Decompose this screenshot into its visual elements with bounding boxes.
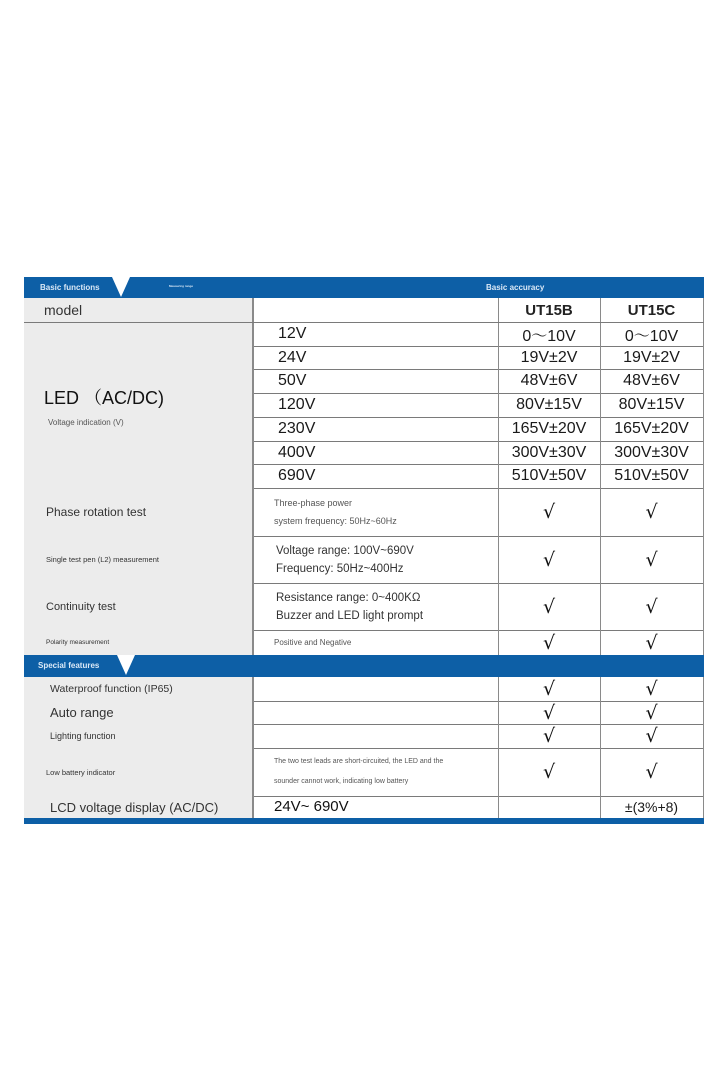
row-label-cell <box>24 583 254 630</box>
model-ut15b <box>498 298 600 322</box>
special-features-banner <box>24 655 704 677</box>
row-label: LCD voltage display (AC/DC) <box>50 799 219 815</box>
ut15c-check-icon: √ <box>645 761 658 783</box>
led-ut15b-value: 0～10V <box>522 327 576 345</box>
ut15c-check-icon: √ <box>645 678 658 700</box>
row-label: Polarity measurement <box>46 639 110 646</box>
row-description <box>254 701 498 724</box>
model-name-ut15c: UT15C <box>627 301 676 319</box>
led-range: 400V <box>278 443 316 461</box>
row-description <box>254 488 498 536</box>
ut15b-check-icon: √ <box>542 548 556 571</box>
divider <box>24 322 704 323</box>
row-description <box>254 748 498 796</box>
row-label: Continuity test <box>46 600 116 613</box>
description-line: Frequency: 50Hz~400Hz <box>276 562 404 575</box>
description-line: Three-phase power <box>274 498 353 508</box>
divider <box>498 677 499 818</box>
row-label-cell <box>24 701 254 724</box>
ut15c-check-icon: √ <box>645 548 658 571</box>
led-label-cell <box>24 322 254 488</box>
ut15c-check-icon: √ <box>645 501 658 523</box>
led-ut15c-value: 19V±2V <box>623 348 680 366</box>
row-label: Waterproof function (IP65) <box>50 683 173 695</box>
divider <box>703 298 704 655</box>
banner-measuring-range: Measuring range <box>169 284 194 288</box>
led-ut15b-value: 300V±30V <box>511 443 587 461</box>
ut15b-check-icon: √ <box>542 595 556 618</box>
model-name-ut15b: UT15B <box>525 301 573 319</box>
row-label-cell <box>24 724 254 748</box>
model-label-cell <box>24 298 254 322</box>
led-subtitle: Voltage indication (V) <box>48 417 124 427</box>
row-description <box>254 583 498 630</box>
banner-notch <box>112 277 130 297</box>
led-range: 690V <box>278 467 316 484</box>
description-line: Buzzer and LED light prompt <box>276 609 424 622</box>
led-ut15c-value: 300V±30V <box>614 443 689 461</box>
ut15b-check-icon: √ <box>542 501 556 523</box>
description-line: The two test leads are short-circuited, the LED and the <box>274 758 444 765</box>
ut15c-check-icon: √ <box>645 631 658 654</box>
led-ut15b-value: 165V±20V <box>511 420 587 437</box>
banner-special-features: Special features <box>38 661 100 670</box>
description-line: Voltage range: 100V~690V <box>276 544 414 557</box>
ut15b-check-icon: √ <box>542 701 556 724</box>
led-range: 50V <box>278 372 307 389</box>
description-line: sounder cannot work, indicating low battery <box>274 778 409 785</box>
ut15b-check-icon: √ <box>542 631 556 654</box>
row-label: Lighting function <box>50 731 116 741</box>
row-label: Phase rotation test <box>46 505 147 519</box>
led-title: LED （AC/DC) <box>44 387 165 408</box>
led-ut15c-value: 510V±50V <box>614 467 689 484</box>
ut15b-check-icon: √ <box>542 678 556 700</box>
description-line: Resistance range: 0~400KΩ <box>276 591 421 604</box>
row-label: Auto range <box>50 705 114 720</box>
led-ut15c-value: 48V±6V <box>623 372 680 389</box>
bottom-bar <box>24 818 704 824</box>
led-ut15b-value: 48V±6V <box>520 372 578 389</box>
description-line: 24V~ 690V <box>274 798 349 815</box>
led-ut15c-value: 80V±15V <box>618 396 685 413</box>
model-label: model <box>44 302 83 318</box>
row-description <box>254 724 498 748</box>
row-description <box>254 536 498 583</box>
row-label: Single test pen (L2) measurement <box>46 555 159 564</box>
led-range: 12V <box>278 325 307 342</box>
description-line: Positive and Negative <box>274 637 352 647</box>
row-label-cell <box>24 536 254 583</box>
led-ut15c-value: 165V±20V <box>614 420 689 437</box>
row-label-cell <box>24 488 254 536</box>
ut15c-check-icon: √ <box>645 701 658 724</box>
row-description <box>254 796 498 818</box>
divider <box>498 298 499 655</box>
row-description <box>254 677 498 701</box>
banner-notch <box>117 655 135 675</box>
model-ut15c <box>600 298 703 322</box>
led-ut15b-value: 510V±50V <box>511 467 587 484</box>
row-label-cell <box>24 677 254 701</box>
led-range: 120V <box>278 396 316 413</box>
led-ut15b-value: 19V±2V <box>520 348 578 366</box>
row-label: Low battery indicator <box>46 767 116 777</box>
led-ut15b-value: 80V±15V <box>516 396 582 413</box>
divider <box>703 677 704 818</box>
description-line: system frequency: 50Hz~60Hz <box>274 516 397 526</box>
ut15b-check-icon <box>498 796 600 818</box>
row-label-cell <box>24 796 254 818</box>
divider <box>600 677 601 818</box>
banner-basic-functions: Basic functions <box>40 283 100 292</box>
ut15b-check-icon: √ <box>542 761 556 783</box>
basic-functions-banner <box>24 277 704 298</box>
row-label-cell <box>24 748 254 796</box>
divider <box>600 298 601 655</box>
ut15c-check-icon: √ <box>645 725 658 747</box>
row-description <box>254 630 498 655</box>
ut15c-check-icon: √ <box>645 595 658 618</box>
row-label-cell <box>24 630 254 655</box>
led-range: 24V <box>278 348 307 366</box>
ut15c-check-icon: ±(3%+8) <box>624 799 679 815</box>
ut15b-check-icon: √ <box>542 725 556 747</box>
banner-basic-accuracy: Basic accuracy <box>486 283 545 292</box>
led-ut15c-value: 0～10V <box>624 327 679 345</box>
led-range: 230V <box>278 420 316 437</box>
